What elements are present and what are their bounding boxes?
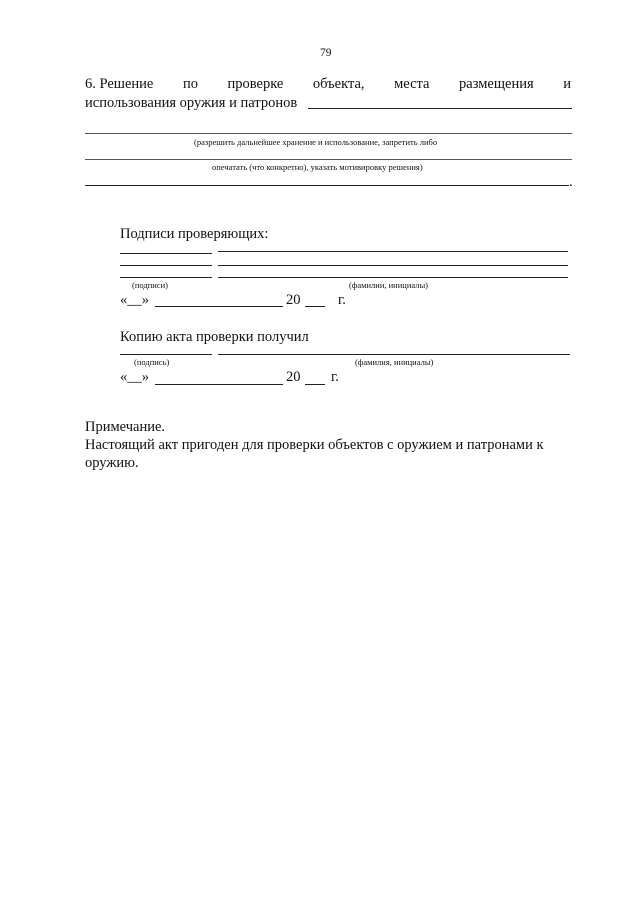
inspectors-heading: Подписи проверяющих: [120, 226, 269, 242]
decision-end-mark: . [569, 174, 573, 190]
decision-field-line-1[interactable] [308, 108, 572, 109]
section-6-word: 6. Решение [85, 76, 154, 92]
section-6-word: места [394, 76, 430, 92]
copy-date-year-field[interactable] [305, 384, 325, 385]
inspectors-date-year-field[interactable] [305, 306, 325, 307]
inspector-name-line-3[interactable] [218, 277, 568, 278]
inspector-signature-line-2[interactable] [120, 265, 212, 266]
inspector-signature-line-3[interactable] [120, 277, 212, 278]
decision-hint-2: опечатать (что конкретно), указать мотивировку решения) [212, 162, 423, 172]
inspectors-signatures-label: (подписи) [132, 280, 168, 290]
note-text-line-2: оружию. [85, 455, 139, 471]
decision-field-line-4[interactable] [85, 185, 569, 186]
copy-date-year-prefix: 20 [286, 369, 301, 385]
inspectors-date-month-field[interactable] [155, 306, 283, 307]
section-6-word: проверке [227, 76, 284, 92]
copy-name-label: (фамилия, инициалы) [355, 357, 434, 367]
section-6-word: и [563, 76, 571, 92]
copy-date-month-field[interactable] [155, 384, 283, 385]
copy-date-open: «__» [120, 369, 149, 385]
inspectors-date-suffix: г. [338, 292, 346, 308]
inspectors-names-label: (фамилии, инициалы) [349, 280, 429, 290]
section-6-word: по [182, 76, 198, 92]
copy-name-line[interactable] [218, 354, 570, 355]
inspector-name-line-2[interactable] [218, 265, 568, 266]
section-6 [85, 76, 571, 93]
inspector-signature-line-1[interactable] [120, 253, 212, 254]
decision-field-line-3[interactable] [85, 159, 572, 160]
copy-date-suffix: г. [331, 369, 339, 385]
inspector-name-line-1[interactable] [218, 251, 568, 252]
copy-signature-line[interactable] [120, 354, 212, 355]
inspectors-date-year-prefix: 20 [286, 292, 301, 308]
section-6-line2: использования оружия и патронов [85, 95, 298, 111]
note-text-line-1: Настоящий акт пригоден для проверки объектов с оружием и патронами к [85, 437, 544, 453]
section-6-word: объекта, [312, 76, 365, 92]
decision-hint-1: (разрешить дальнейшее хранение и использование, запретить либо [194, 137, 438, 147]
inspectors-date-open: «__» [120, 292, 149, 308]
page-number: 79 [320, 47, 332, 59]
copy-received-heading: Копию акта проверки получил [120, 329, 309, 345]
note-title: Примечание. [85, 419, 166, 435]
section-6-line1 [85, 76, 571, 93]
section-6-word: размещения [459, 76, 534, 92]
decision-field-line-2[interactable] [85, 133, 572, 134]
copy-signature-label: (подпись) [134, 357, 170, 367]
